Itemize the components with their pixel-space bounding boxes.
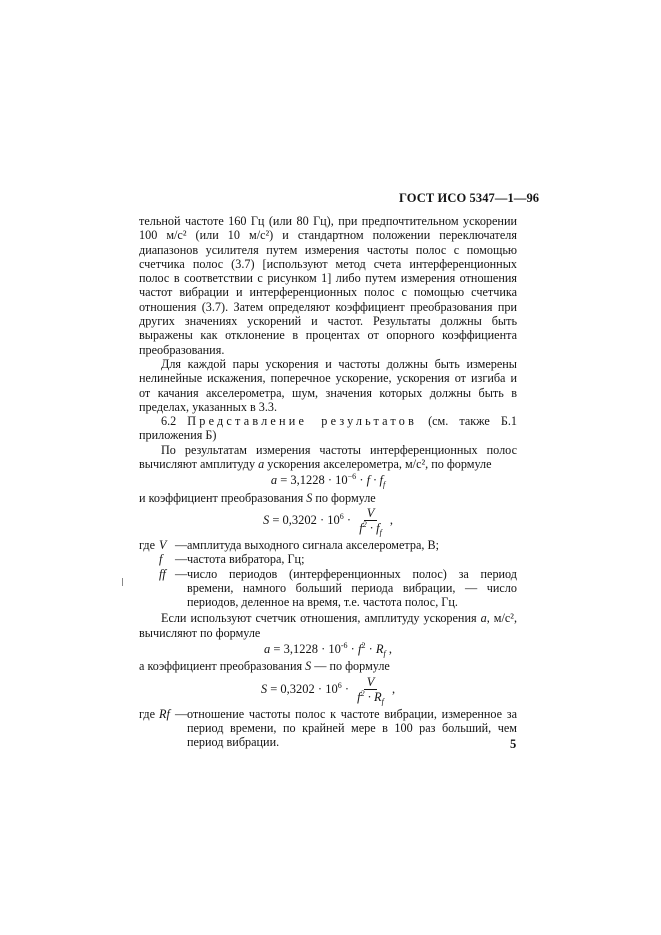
formula-4-den-sup: 2 — [360, 688, 365, 698]
formula-4-fraction — [354, 676, 387, 704]
formula-2-denominator: $f^2 \cdot f_f$ — [359, 519, 382, 537]
intro-paragraph — [139, 443, 517, 472]
definition-text: амплитуда выходного сигнала акселерометра, В; — [187, 537, 440, 552]
formula-1-rest: f · f — [366, 473, 383, 488]
formula-3: $a = 3,1228 \cdot 10^{-6} \cdot f^2 \cdot R_f$ , — [264, 641, 392, 659]
formula-2-den-sub: f — [379, 527, 382, 537]
margin-mark — [122, 578, 123, 586]
document-header: ГОСТ ИСО 5347—1—96 — [399, 191, 540, 205]
formula-3-const: 3,1228 — [283, 642, 318, 657]
formula-2: $S = 0,3202 \cdot 10^6$ · $\frac{V}{f^2 \cdot f_f}$ , — [262, 505, 394, 537]
paragraph-1: тельной частоте 160 Гц (или 80 Гц), при предпочтительном ускорении 100 м/с² (или 10 м/с²) и стандартном положении переключателя диапазонов усилителя путем измерения частоты полос с помощью счетчика полос (3.7) [используют метод счета интерференционных полос в соответствии с рисунком 1] либо путем измерения отношения частот вибрации и интерференционных полос с помощью счетчика отношения (3.7). Затем определяют коэффициент преобразования при других значениях ускорений и частот. Результаты должны быть выражены как отклонение в процентах от опорного коэффициента преобразования. — [139, 214, 517, 357]
definition-item: f — частота вибратора, Гц; — [139, 552, 517, 566]
paragraph-2: Для каждой пары ускорения и частоты должны быть измерены нелинейные искажения, поперечное ускорение, ускорения от изгиба и от качания акселерометра, шум, значения которых должны быть в пределах, указанных в 3.3. — [139, 356, 517, 414]
formula-3-exp: -6 — [340, 641, 348, 651]
formula-4-numerator: V — [364, 676, 378, 690]
definitions-intro: где — [139, 537, 156, 552]
formula-2-fraction — [356, 507, 385, 535]
formula-3-r: R — [375, 642, 384, 657]
formula-3-r-sub: f — [383, 649, 386, 659]
formula-1: $a = 3,1228 \cdot 10^{-6} \cdot f \cdot f_f$ — [270, 472, 386, 490]
section-number: 6.2 — [161, 414, 177, 429]
coef2-text-a: а коэффициент преобразования — [139, 659, 303, 674]
section-title: Представление результатов — [187, 414, 418, 429]
definition-item: ff — число периодов (интерференционных полос) за период времени, намного больший периода вибрации, — число периодов, деленное на время, т.е. частота полос, Гц. — [159, 566, 517, 610]
formula-2-numerator: V — [364, 507, 378, 521]
formula-2-const: 0,3202 — [282, 512, 317, 527]
coef-text-a: и коэффициент преобразования — [139, 490, 304, 505]
ratio-symbol: a — [480, 611, 487, 626]
formula-2-lhs: S — [262, 512, 270, 527]
formula-1-const: 3,1228 — [290, 473, 325, 488]
definition-text: отношение частоты полос к частоте вибрации, измеренное за период времени, по крайней мере в 100 раз больший, чем период вибрации. — [187, 706, 517, 750]
intro-symbol: a — [258, 457, 265, 472]
formula-1-exp: −6 — [347, 472, 357, 482]
ratio-text-a: Если используют счетчик отношения, амплитуду ускорения — [161, 611, 477, 626]
definition-symbol: f — [159, 552, 163, 567]
formula-4-exp: 6 — [337, 680, 342, 690]
formula-3-lhs: a — [264, 642, 271, 657]
section-heading — [139, 414, 517, 443]
definition-item: где V — амплитуда выходного сигнала акселерометра, В; — [139, 538, 517, 552]
coef2-symbol: S — [305, 659, 312, 674]
ratio-paragraph — [139, 611, 517, 640]
formula-4: $S = 0,3202 \cdot 10^6$ · $\frac{V}{f^2 \cdot R_f}$ , — [260, 674, 396, 706]
coef-paragraph — [139, 491, 517, 505]
formula-3-rest: f — [357, 642, 362, 657]
formula-4-den-var: f — [357, 689, 361, 704]
formula-4-den-r: R — [374, 689, 382, 704]
definition-text: число периодов (интерференционных полос) за период времени, намного больший периода вибрации, — число периодов, деленное на время, т.е. частота полос, Гц. — [187, 566, 517, 610]
definitions-intro: где — [139, 706, 156, 721]
formula-1-sub: f — [382, 480, 386, 490]
definition-text: частота вибратора, Гц; — [187, 552, 305, 567]
definition-symbol: ff — [159, 566, 166, 581]
ratio-text-b: , м/с², вычисляют по формуле — [139, 611, 517, 640]
definition-symbol: V — [159, 537, 167, 552]
intro-text-b: ускорения акселерометра, м/с², по формуле — [267, 457, 492, 472]
coef2-text-b: — по формуле — [314, 659, 390, 674]
formula-4-den-sub: f — [381, 696, 384, 706]
coef-text-b: по формуле — [315, 490, 376, 505]
definition-item: где Rf — отношение частоты полос к частоте вибрации, измеренное за период времени, по крайней мере в 100 раз больший, чем период вибрации. — [139, 706, 517, 750]
formula-4-denominator: $f^2 \cdot R_f$ — [357, 688, 384, 706]
document-body — [139, 214, 517, 752]
coef2-paragraph — [139, 659, 517, 673]
page-number: 5 — [510, 737, 517, 751]
formula-2-exp: 6 — [339, 511, 344, 521]
definition-symbol: Rf — [159, 706, 170, 721]
formula-4-const: 0,3202 — [280, 681, 315, 696]
definitions-2 — [139, 707, 517, 750]
intro-text-a: По результатам измерения частоты интерференционных полос вычисляют амплитуду — [139, 442, 517, 472]
formula-2-den-var2: f — [376, 520, 380, 535]
formula-4-lhs: S — [260, 681, 268, 696]
formula-1-lhs: a — [270, 473, 278, 488]
formula-3-rest-sup: 2 — [361, 641, 366, 651]
definitions-1 — [139, 538, 517, 609]
section-note: (см. также Б.1 приложения Б) — [139, 414, 518, 443]
formula-2-den-var: f — [359, 520, 363, 535]
coef-symbol: S — [306, 490, 313, 505]
